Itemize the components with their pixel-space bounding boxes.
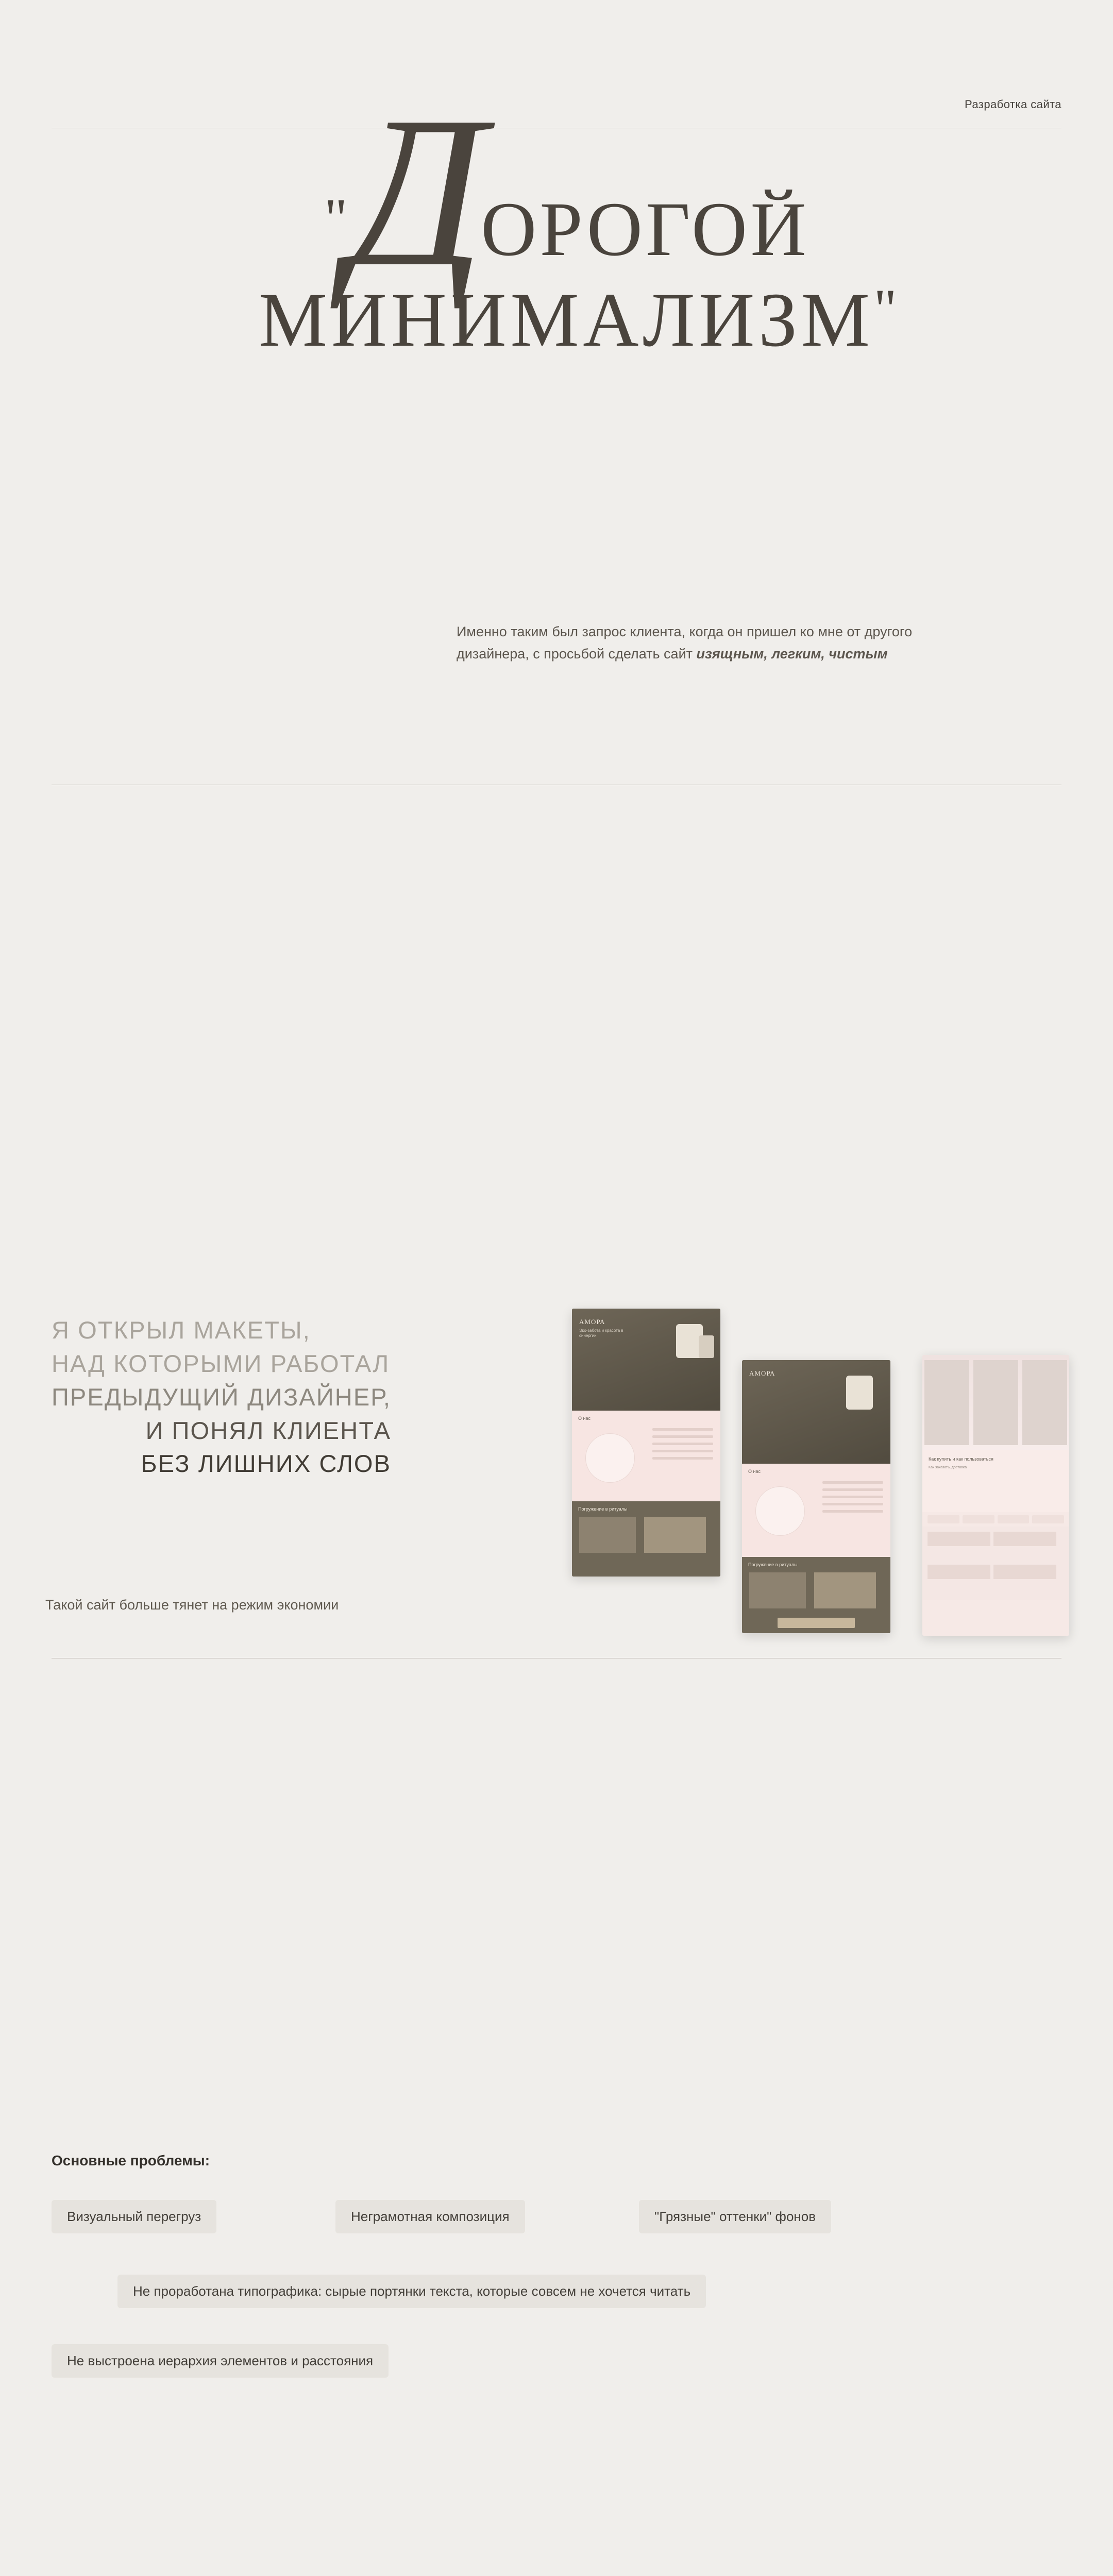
- quote-open: ": [324, 187, 348, 250]
- mockups-section: [0, 623, 1113, 1613]
- mockup-2-about-label: О нас: [748, 1469, 761, 1475]
- quote-close: ": [873, 277, 901, 341]
- mockups-heading-line-5: БЕЗ ЛИШНИХ СЛОВ: [141, 1450, 392, 1478]
- page-header: [0, 0, 1113, 139]
- hero-subtitle-text: Именно таким был запрос клиента, когда он пришел ко мне от другого дизайнера, с просьбой сделать сайт: [457, 624, 913, 662]
- mockup-2-section-label: Погружение в ритуалы: [748, 1562, 798, 1567]
- problem-chip-5: Не выстроена иерархия элементов и расстояния: [52, 2344, 389, 2378]
- hero-line1-rest: ОРОГОЙ: [481, 187, 810, 272]
- hero-subtitle-emphasis: изящным, легким, чистым: [696, 646, 888, 662]
- problem-chip-1: Визуальный перегруз: [52, 2200, 216, 2233]
- problem-chip-3: "Грязные" оттенки" фонов: [639, 2200, 831, 2233]
- problem-chip-4: Не проработана типографика: сырые портянки текста, которые совсем не хочется читать: [117, 2275, 706, 2308]
- problem-chip-2: Неграмотная композиция: [335, 2200, 525, 2233]
- mockup-1-brand: АМОРА: [579, 1318, 605, 1326]
- header-label: Разработка сайта: [964, 98, 1061, 111]
- task-section: [0, 1324, 1113, 1747]
- mockup-2-brand: АМОРА: [749, 1369, 775, 1377]
- mockup-1-section-label: Погружение в ритуалы: [578, 1506, 628, 1512]
- mockup-1-tagline: Эко-забота и красота в синергии: [579, 1328, 623, 1338]
- hero-dropcap: Д: [347, 72, 481, 311]
- principles-section: [0, 1747, 1113, 2138]
- mockup-1-about-label: О нас: [578, 1415, 591, 1421]
- mockups-heading-line-3: ПРЕДЫДУЩИЙ ДИЗАЙНЕР,: [52, 1383, 392, 1411]
- mockups-heading-line-2: НАД КОТОРЫМИ РАБОТАЛ: [52, 1349, 390, 1377]
- hero-line2-text: МИНИМАЛИЗМ: [258, 277, 874, 363]
- mockups-heading-line-4: И ПОНЯЛ КЛИЕНТА: [145, 1416, 392, 1444]
- mockups-heading-line-1: Я ОТКРЫЛ МАКЕТЫ,: [52, 1316, 311, 1344]
- problems-title: Основные проблемы:: [52, 2153, 210, 2168]
- mockup-3-title: Как купить и как пользоваться: [929, 1456, 993, 1462]
- hero-title-line-2: [0, 277, 1113, 363]
- mockup-3-subtitle: Как заказать, доставка: [929, 1466, 967, 1470]
- mockups-note: Такой сайт больше тянет на режим экономии: [45, 1597, 339, 1613]
